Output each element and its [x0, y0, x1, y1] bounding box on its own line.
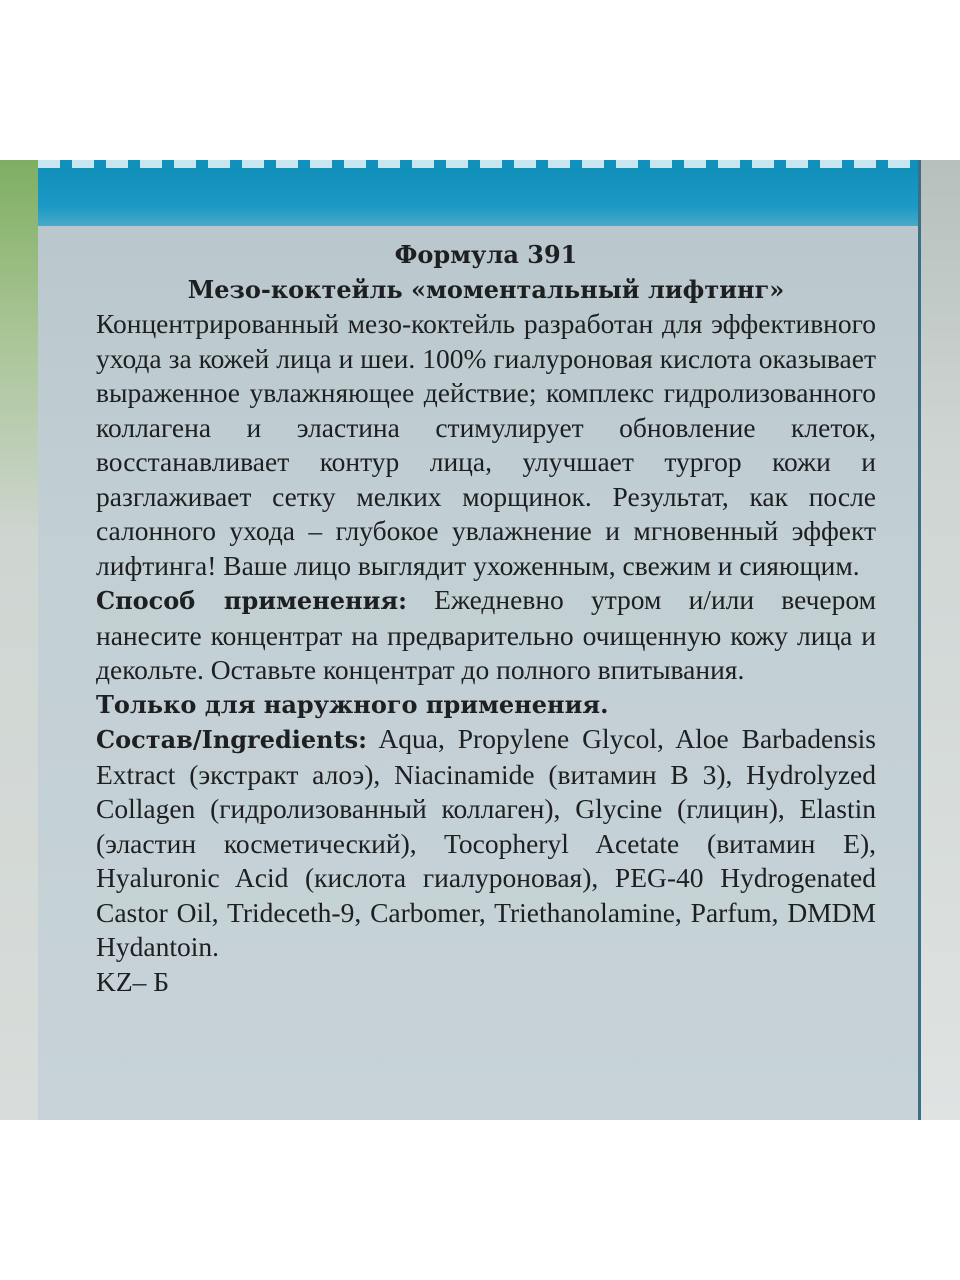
- ingredients-heading: Состав/Ingredients:: [96, 725, 368, 754]
- product-title: Формула 391: [394, 240, 578, 269]
- external-use-note: Только для наружного применения.: [96, 689, 609, 719]
- usage-heading: Способ применения:: [96, 586, 407, 615]
- product-description: Концентрированный мезо-коктейль разработан для эффективного ухода за кожей лица и шеи. 100% гиалуроновая кислота оказывает выраженное увлажняющее действие; комплекс гидролизованного коллагена и эластина стимулирует обновление клеток, восстанавливает контур лица, улучшает тургор кожи и разглаживает сетку мелких морщинок. Результат, как после салонного ухода – глубокое увлажнение и мгновенный эффект лифтинга! Ваше лицо выглядит ухоженным, свежим и сияющим.: [96, 308, 876, 581]
- box-blue-band: [38, 160, 918, 226]
- product-box: [38, 160, 921, 1120]
- product-photo: [0, 160, 960, 1120]
- label-text-block: [96, 238, 877, 997]
- box-band-pattern: [38, 160, 918, 168]
- ingredients-text: Aqua, Propylene Glycol, Aloe Barbadensis Extract (экстракт алоэ), Niacinamide (витамин B 3), Hydrolyzed Collagen (гидролизованный коллаген), Glycine (глицин), Elastin (эластин косметический), Tocopheryl Acetate (витамин Е), Hyaluronic Acid (кислота гиалуроновая), PEG-40 Hydrogenated Castor Oil, Trideceth-9, Carbomer, Triethanolamine, Parfum, DMDM Hydantoin.: [96, 723, 877, 962]
- usage-paragraph: [96, 583, 876, 688]
- background-left: [0, 160, 40, 1120]
- product-subtitle: Мезо-коктейль «моментальный лифтинг»: [187, 274, 785, 304]
- usage-text: Ежедневно утром и/или вечером нанесите концентрат на предварительно очищенную кожу лица и декольте. Оставьте концентрат до полного впитывания.: [96, 584, 877, 685]
- ingredients-paragraph: [96, 722, 876, 965]
- cutoff-line: KZ– Б: [96, 965, 170, 997]
- background-right: [916, 160, 960, 1120]
